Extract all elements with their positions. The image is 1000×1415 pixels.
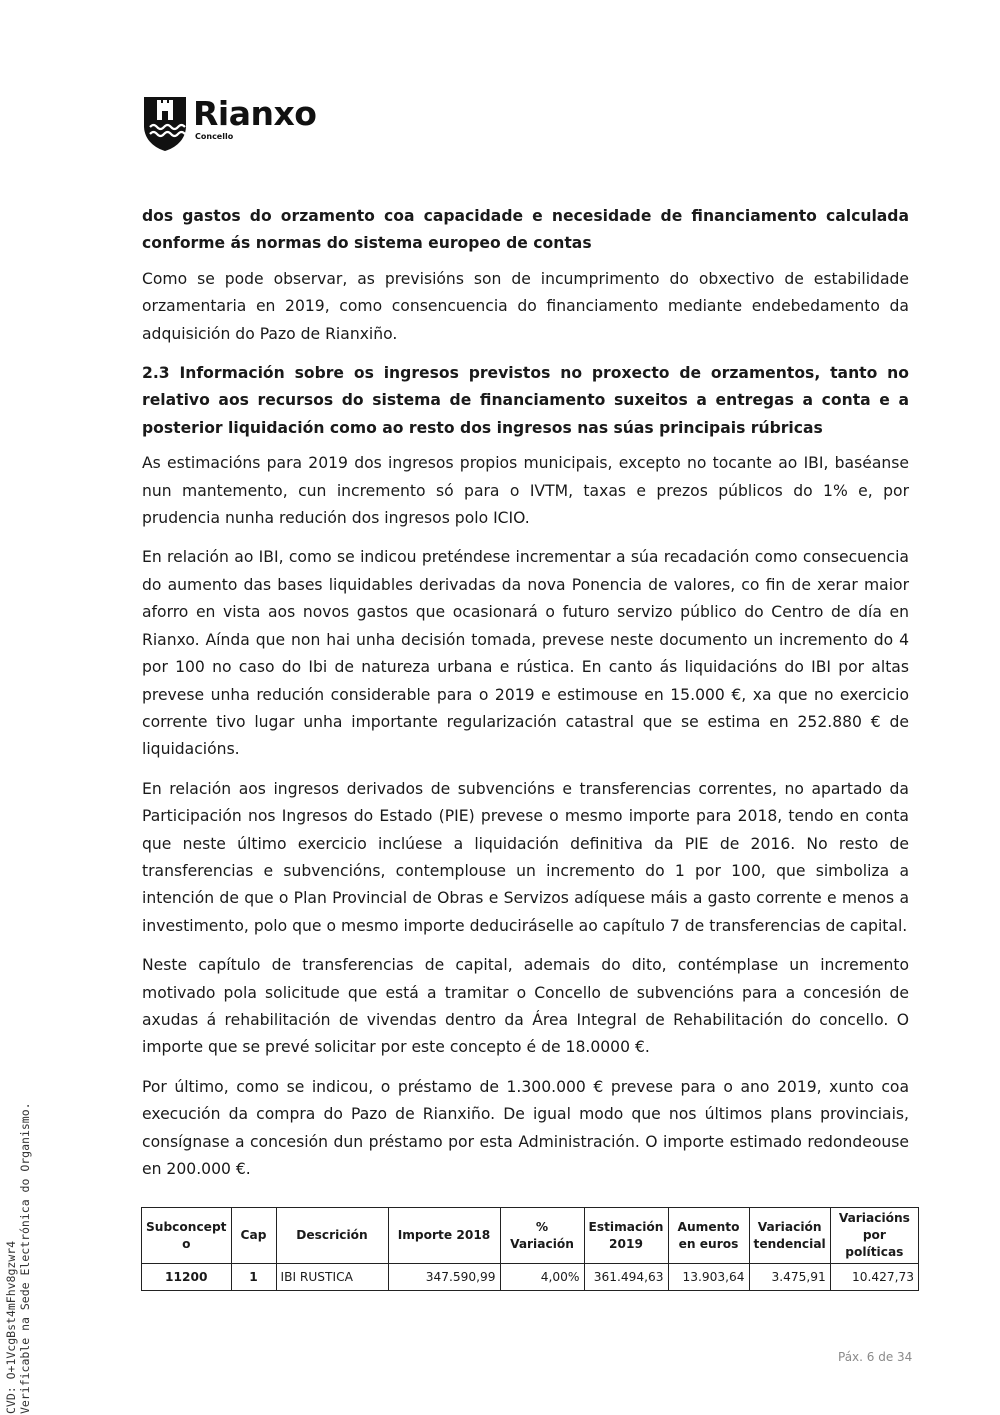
verification-code xyxy=(4,1034,32,1414)
document-body xyxy=(142,203,909,1195)
column-header: % Variación xyxy=(500,1208,584,1264)
column-header: Aumento en euros xyxy=(668,1208,749,1264)
table-header-row xyxy=(142,1208,919,1264)
cell-variacions-politicas: 10.427,73 xyxy=(830,1264,918,1291)
column-header: Cap xyxy=(231,1208,276,1264)
income-table xyxy=(141,1207,919,1291)
section-heading-2-3: 2.3 Información sobre os ingresos previstos no proxecto de orzamentos, tanto no relativo aos recursos do sistema de financiamento suxeitos a entregas a conta e a posterior liquidación como ao resto dos ingresos nas súas principais rúbricas xyxy=(142,364,909,437)
column-header: Variación tendencial xyxy=(749,1208,830,1264)
brand-name: Rianxo xyxy=(193,94,317,133)
paragraph: Como se pode observar, as previsións son de incumprimento do obxectivo de estabilidade orzamentaria en 2019, como consencuencia do financiamento mediante endebedamento da adquisición do Pazo de Rianxiño. xyxy=(142,269,909,343)
cell-subconcepto: 11200 xyxy=(142,1264,232,1291)
cell-estimacion-2019: 361.494,63 xyxy=(584,1264,668,1291)
cell-variacion: 4,00% xyxy=(500,1264,584,1291)
cell-aumento: 13.903,64 xyxy=(668,1264,749,1291)
column-header: Descrición xyxy=(276,1208,388,1264)
page-number: Páx. 6 de 34 xyxy=(838,1350,913,1364)
cvd-code: CVD: O+1VcgBst4mFhv8gzwr4 xyxy=(4,1240,18,1414)
paragraph: En relación ao IBI, como se indicou preténdese incrementar a súa recadación como consecuencia do aumento das bases liquidables derivadas da nova Ponencia de valores, co fin de xerar maior aforro en vista aos novos gastos que ocasionará o futuro servizo público do Centro de día en Rianxo. Aínda que non hai unha decisión tomada, prevese neste documento un incremento do 4 por 100 no caso do Ibi de natureza urbana e rústica. En canto ás liquidacións do IBI por altas prevese unha redución considerable para o 2019 e estimouse en 15.000 €, xa que no exercicio corrente tivo lugar unha importante regularización catastral que se estima en 252.880 € de liquidacións. xyxy=(142,548,909,759)
cell-variacion-tendencial: 3.475,91 xyxy=(749,1264,830,1291)
column-header: Estimación 2019 xyxy=(584,1208,668,1264)
brand-subtitle: Concello xyxy=(195,132,234,141)
paragraph: As estimacións para 2019 dos ingresos propios municipais, excepto no tocante ao IBI, baséanse nun mantemento, cun incremento só para o IVTM, taxas e prezos públicos do 1% e, por prudencia nunha redución dos ingresos polo ICIO. xyxy=(142,454,909,528)
column-header: Variacións por políticas xyxy=(830,1208,918,1264)
town-shield-icon xyxy=(143,96,187,152)
cvd-verification-note: Verificable na Sede Electrónica do Organismo. xyxy=(18,1102,32,1414)
paragraph: Por último, como se indicou, o préstamo de 1.300.000 € prevese para o ano 2019, xunto coa execución da compra do Pazo de Rianxiño. De igual modo que nos últimos plans provinciais, consígnase a concesión dun préstamo por esta Administración. O importe estimado redondeouse en 200.000 €. xyxy=(142,1077,909,1178)
paragraph-heading-continuation: dos gastos do orzamento coa capacidade e necesidade de financiamento calculada conforme ás normas do sistema europeo de contas xyxy=(142,207,909,253)
cell-importe-2018: 347.590,99 xyxy=(388,1264,500,1291)
rianxo-logo xyxy=(143,96,348,154)
column-header: Subconcept o xyxy=(142,1208,232,1264)
paragraph: En relación aos ingresos derivados de subvencións e transferencias correntes, no apartado da Participación nos Ingresos do Estado (PIE) prevese o mesmo importe para 2018, tendo en conta que neste último exercicio inclúese a liquidación definitiva da PIE de 2016. No resto de transferencias e subvencións, contemplouse un incremento do 1 por 100, que simboliza a intención de que o Plan Provincial de Obras e Servizos adíquese máis a gasto corrente e menos a investimento, polo que o mesmo importe deduciráselle ao capítulo 7 de transferencias de capital. xyxy=(142,779,909,935)
table-row xyxy=(142,1264,919,1291)
cell-cap: 1 xyxy=(231,1264,276,1291)
paragraph: Neste capítulo de transferencias de capital, ademais do dito, contémplase un incremento motivado pola solicitude que está a tramitar o Concello de subvencións para a concesión de axudas á rehabilitación de vivendas dentro da Área Integral de Rehabilitación do concello. O importe que se prevé solicitar por este concepto é de 18.0000 €. xyxy=(142,956,909,1057)
cell-descricion: IBI RUSTICA xyxy=(276,1264,388,1291)
column-header: Importe 2018 xyxy=(388,1208,500,1264)
